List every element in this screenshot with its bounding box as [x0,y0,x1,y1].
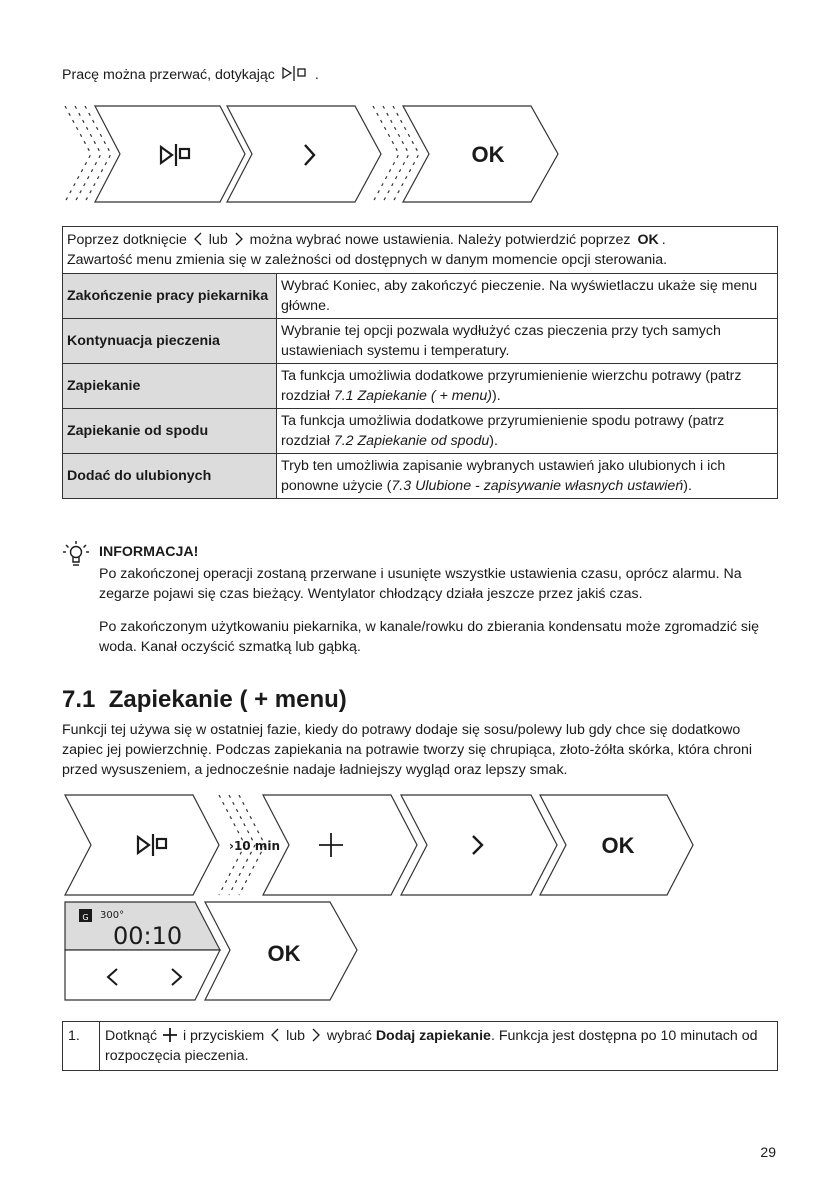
wait-label: ›10 min [229,839,280,853]
step-bold-option: Dodaj zapiekanie [375,1028,491,1044]
info-paragraph-2: Po zakończonym użytkowaniu piekarnika, w kanale/rowku do zbierania kondensatu może zgromadzić się woda. Kanał oczyścić szmatką lub gąbką. [99,619,760,655]
ok-label: OK [471,142,505,167]
table-row [63,364,778,409]
header-ok-label: OK [637,232,659,248]
play-stop-button[interactable] [65,795,219,895]
plus-icon [161,1027,179,1043]
display-temperature: 300° [100,910,125,921]
diagram-sequence-2 [55,790,705,1010]
option-desc: Ta funkcja umożliwia dodatkowe przyrumienienie wierzchu potrawy (patrz rozdział 7.1 Zapiekanie ( + menu)). [277,364,778,409]
option-key: Zapiekanie [63,364,277,409]
chevron-right-icon [309,1027,323,1043]
chevron-left-icon [191,231,205,247]
intro-text: Pracę można przerwać, dotykając [62,67,275,83]
info-paragraph-1: Po zakończonej operacji zostaną przerwane i usunięte wszystkie ustawienia czasu, oprócz alarmu. Na zegarze pojawi się czas bieżący. Wentylator chłodzący działa jeszcze przez jakiś czas. [99,566,742,602]
chevron-right-icon [232,231,246,247]
header-text-3: można wybrać nowe ustawienia. Należy potwierdzić poprzez [249,232,631,248]
table-row [63,1022,778,1071]
table-row [63,409,778,454]
options-table [62,226,778,499]
table-row [63,274,778,319]
chevron-left-icon [268,1027,282,1043]
header-text-2: lub [208,232,228,248]
intro-end: . [314,67,319,83]
table-row [63,454,778,499]
ok-label: OK [267,941,301,966]
display-time: 00:10 [113,922,183,950]
next-button[interactable] [227,106,381,202]
section-reference: 7.3 Ulubione - zapisywanie własnych ustawień [391,478,684,494]
next-button[interactable] [401,795,557,895]
option-key: Zapiekanie od spodu [63,409,277,454]
section-number: 7.1 [62,686,96,713]
option-key: Dodać do ulubionych [63,454,277,499]
play-stop-button[interactable] [95,106,245,202]
lightbulb-icon [62,540,90,570]
ok-label: OK [601,833,635,858]
header-text-1: Poprzez dotknięcie [67,232,187,248]
play-stop-icon [279,66,311,82]
header-text-4: . [661,232,666,248]
plus-button[interactable] [263,795,417,895]
option-key: Kontynuacja pieczenia [63,319,277,364]
svg-text:G: G [82,913,89,922]
step-number: 1. [63,1022,100,1071]
diagram-sequence-1 [55,100,575,210]
options-table-header [63,227,778,274]
ok-button[interactable] [205,902,357,1000]
option-desc: Tryb ten umożliwia zapisanie wybranych ustawień jako ulubionych i ich ponowne użycie (7.3 Ulubione - zapisywanie własnych ustawień). [277,454,778,499]
ok-button[interactable] [403,106,558,202]
option-desc: Ta funkcja umożliwia dodatkowe przyrumienienie spodu potrawy (patrz rozdział 7.2 Zapiekanie od spodu). [277,409,778,454]
info-title: INFORMACJA! [99,544,199,560]
section-reference: 7.2 Zapiekanie od spodu [333,433,490,449]
ok-button[interactable] [540,795,693,895]
option-key: Zakończenie pracy piekarnika [63,274,277,319]
header-text-line2: Zawartość menu zmienia się w zależności od dostępnych w danym momencie opcji sterowania. [67,252,668,268]
option-desc: Wybranie tej opcji pozwala wydłużyć czas pieczenia przy tych samych ustawieniach systemu i temperatury. [277,319,778,364]
table-row [63,319,778,364]
option-desc: Wybrać Koniec, aby zakończyć pieczenie. Na wyświetlaczu ukaże się menu główne. [277,274,778,319]
step-text: Dotknąć i przyciskiem lub wybrać Dodaj zapiekanie. Funkcja jest dostępna po 10 minutach od rozpoczęcia pieczenia. [100,1022,778,1071]
section-heading [62,686,347,714]
section-title: Zapiekanie ( + menu) [108,686,347,713]
section-reference: 7.1 Zapiekanie ( + menu) [333,388,492,404]
section-body: Funkcji tej używa się w ostatniej fazie, kiedy do potrawy dodaje się sosu/polewy lub gdy chce się dodatkowo zapiec jej powierzchnię. Podczas zapiekania na potrawie tworzy się chrupiąca, złoto-żółta skórka, która chroni przed wysuszeniem, a jednocześnie nadaje ładniejszy wygląd oraz lepszy smak. [62,722,753,778]
page-number: 29 [760,1144,776,1160]
oven-display [65,902,220,1000]
step-table [62,1021,778,1071]
intro-line [62,66,319,83]
